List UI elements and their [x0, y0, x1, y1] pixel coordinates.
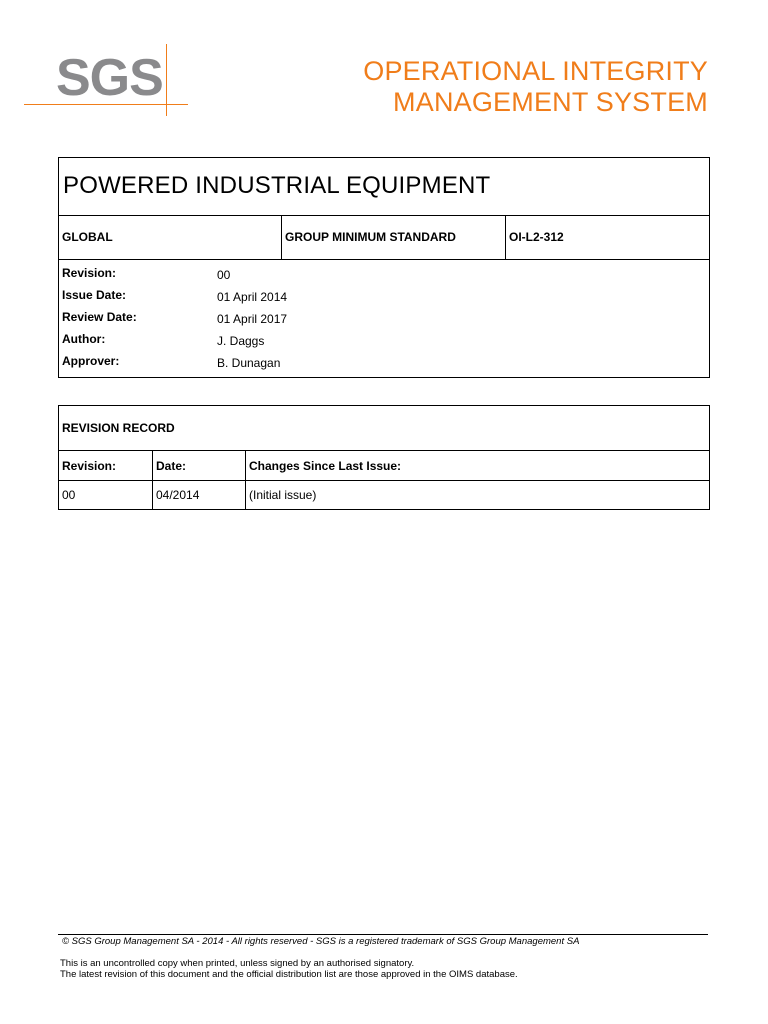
- cell-revision: 00: [59, 481, 153, 509]
- system-title: [363, 56, 708, 118]
- field-label: Approver:: [62, 354, 120, 368]
- field-value: B. Dunagan: [217, 356, 281, 370]
- field-value: 01 April 2017: [217, 312, 288, 326]
- document-code: OI-L2-312: [509, 230, 564, 244]
- document-meta-row: [59, 216, 709, 260]
- field-author: [59, 332, 709, 354]
- revision-table-header: [59, 451, 709, 481]
- field-issue-date: [59, 288, 709, 310]
- cell-date: 04/2014: [153, 481, 246, 509]
- revision-record-table: [58, 405, 710, 510]
- field-revision: [59, 266, 709, 288]
- revision-record-title: REVISION RECORD: [59, 406, 709, 451]
- field-value: 01 April 2014: [217, 290, 288, 304]
- field-label: Issue Date:: [62, 288, 127, 302]
- column-header-revision: Revision:: [59, 451, 153, 480]
- field-label: Review Date:: [62, 310, 137, 324]
- cell-changes: (Initial issue): [249, 488, 317, 502]
- footer-note-uncontrolled: This is an uncontrolled copy when printed, unless signed by an authorised signatory.: [60, 958, 415, 969]
- document-info-box: [58, 157, 710, 378]
- logo-vertical-rule: [166, 44, 167, 116]
- document-scope: GLOBAL: [59, 216, 282, 259]
- logo-wordmark: SGS: [56, 49, 163, 107]
- system-title-line2: MANAGEMENT SYSTEM: [393, 87, 708, 117]
- document-fields: [59, 260, 709, 376]
- column-header-date: Date:: [153, 451, 246, 480]
- field-approver: [59, 354, 709, 376]
- footer-notes: [60, 958, 518, 980]
- system-title-line1: OPERATIONAL INTEGRITY: [363, 56, 708, 86]
- sgs-logo: [24, 44, 192, 120]
- field-label: Author:: [62, 332, 106, 346]
- document-type: GROUP MINIMUM STANDARD: [282, 216, 506, 259]
- field-value: 00: [217, 268, 231, 282]
- field-value: J. Daggs: [217, 334, 265, 348]
- table-row: [59, 481, 709, 509]
- field-label: Revision:: [62, 266, 117, 280]
- footer-note-latest-revision: The latest revision of this document and the official distribution list are those approved in the OIMS database.: [60, 969, 518, 980]
- footer-copyright: © SGS Group Management SA - 2014 - All rights reserved - SGS is a registered trademark of SGS Group Management SA: [62, 936, 580, 947]
- footer-divider: [58, 934, 708, 935]
- field-review-date: [59, 310, 709, 332]
- document-title: POWERED INDUSTRIAL EQUIPMENT: [59, 158, 709, 216]
- column-header-changes: Changes Since Last Issue:: [249, 459, 402, 473]
